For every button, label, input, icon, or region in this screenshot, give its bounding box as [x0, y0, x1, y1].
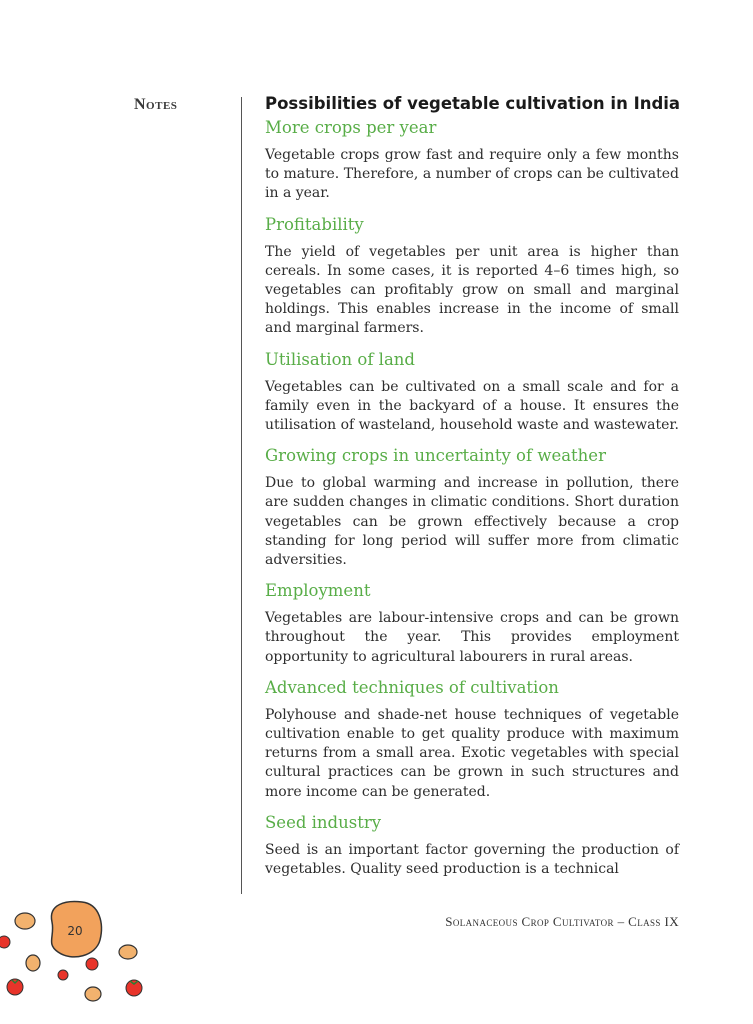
section-text-employment: Vegetables are labour-intensive crops and can be grown throughout the year. This provides employment opportunity to agricultural labourers in rural areas.: [265, 610, 679, 665]
section-text-seed-industry: Seed is an important factor governing the production of vegetables. Quality seed production is a technical: [265, 841, 679, 878]
section-text-utilisation-of-land: Vegetables can be cultivated on a small scale and for a family even in the backyard of a house. It ensures the utilisation of wasteland, household waste and wastewater.: [265, 378, 679, 434]
section-heading-weather: Growing crops in uncertainty of weather: [265, 446, 606, 466]
section-heading-utilisation-of-land: Utilisation of land: [265, 349, 415, 369]
page-number: 20: [67, 924, 83, 938]
footer-book-title: Solanaceous Crop Cultivator – Class IX: [445, 914, 679, 929]
section-heading-employment: Employment: [265, 581, 371, 601]
section-text-advanced-techniques: Polyhouse and shade-net house techniques of vegetable cultivation enable to get quality produce with maximum returns from a small area. Exotic vegetables with special cultural practices can be grown in such structures and more income can be generated.: [265, 706, 679, 800]
notes-label: Notes: [134, 96, 178, 113]
section-heading-advanced-techniques: Advanced techniques of cultivation: [265, 677, 559, 697]
main-content: [265, 94, 679, 890]
section-heading-seed-industry: Seed industry: [265, 812, 382, 832]
section-text-profitability: The yield of vegetables per unit area is higher than cereals. In some cases, it is reported 4–6 times high, so vegetables can profitably grow on small and marginal holdings. This enables increase in the income of small and marginal farmers.: [265, 243, 679, 337]
page-title: Possibilities of vegetable cultivation in India: [265, 94, 681, 113]
margin-divider: [241, 97, 242, 894]
section-heading-crops-per-year: More crops per year: [265, 118, 437, 137]
section-text-weather: Due to global warming and increase in pollution, there are sudden changes in climatic conditions. Short duration vegetables can be grown effectively because a crop standing for long period will suffer more from climatic adversities.: [265, 475, 679, 569]
section-heading-profitability: Profitability: [265, 214, 364, 234]
section-text-crops-per-year: Vegetable crops grow fast and require only a few months to mature. Therefore, a number of crops can be cultivated in a year.: [265, 147, 679, 202]
